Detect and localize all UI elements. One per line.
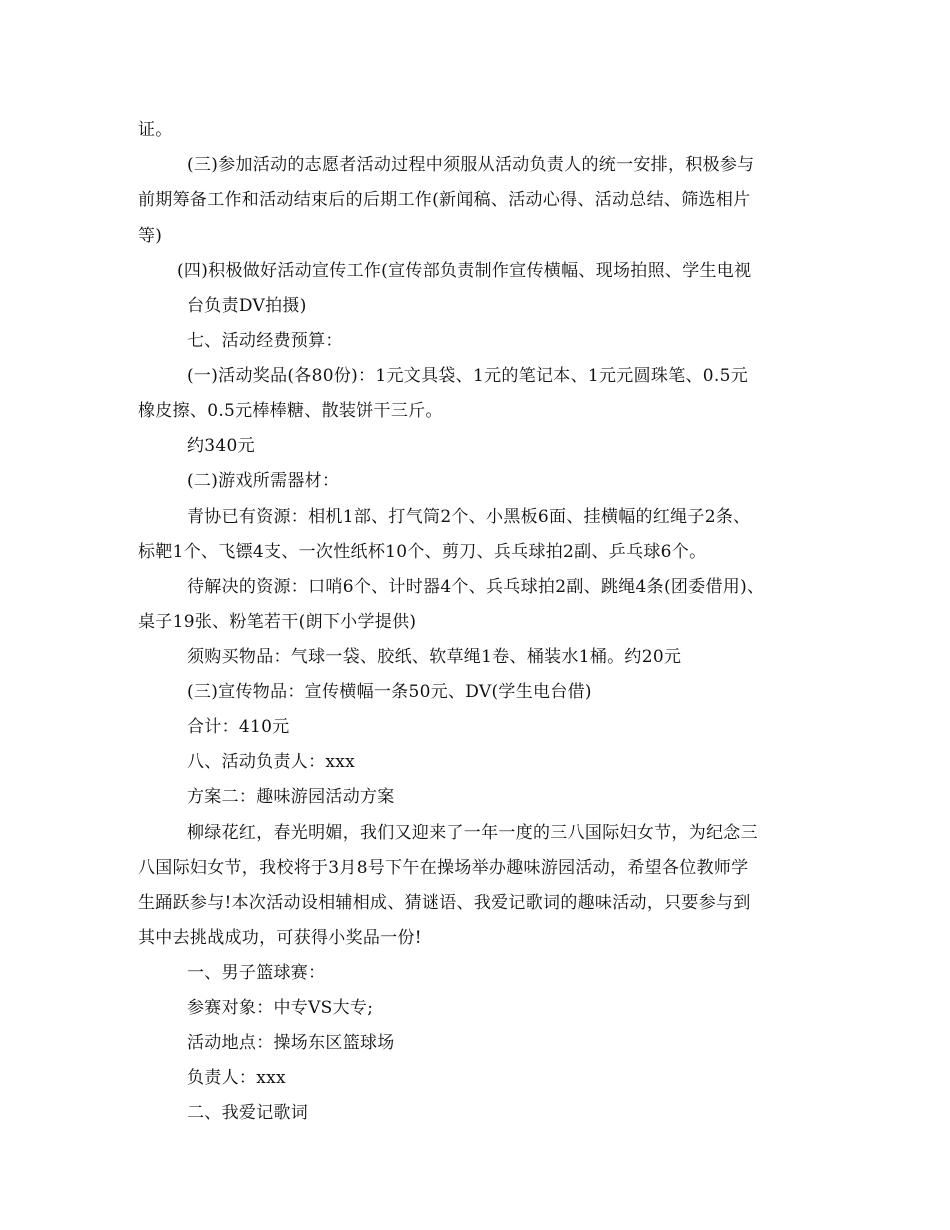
section-heading: 八、活动负责人：xxx bbox=[187, 752, 356, 772]
text-line: 其中去挑战成功，可获得小奖品一份! bbox=[138, 928, 422, 948]
text-line: 八国际妇女节，我校将于3月8号下午在操场举办趣味游园活动，希望各位教师学 bbox=[138, 858, 749, 878]
text-line: 标靶1个、飞镖4支、一次性纸杯10个、剪刀、兵乓球拍2副、乒乓球6个。 bbox=[138, 542, 707, 562]
text-line: 青协已有资源：相机1部、打气筒2个、小黑板6面、挂横幅的红绳子2条、 bbox=[187, 507, 751, 527]
text-line: (三)宣传物品：宣传横幅一条50元、DV(学生电台借) bbox=[187, 682, 592, 702]
text-line: 活动地点：操场东区篮球场 bbox=[187, 1033, 395, 1053]
text-line: 参赛对象：中专VS大专; bbox=[187, 998, 374, 1018]
section-heading: 一、男子篮球赛： bbox=[187, 963, 326, 983]
text-line: (四)积极做好活动宣传工作(宣传部负责制作宣传横幅、现场拍照、学生电视 bbox=[177, 261, 752, 281]
text-line: 前期筹备工作和活动结束后的后期工作(新闻稿、活动心得、活动总结、筛选相片 bbox=[138, 190, 751, 210]
text-line: 橡皮擦、0.5元棒棒糖、散装饼干三斤。 bbox=[138, 401, 443, 421]
text-line: 柳绿花红，春光明媚，我们又迎来了一年一度的三八国际妇女节，为纪念三 bbox=[187, 823, 758, 843]
text-line: (二)游戏所需器材： bbox=[187, 471, 340, 491]
section-heading: 七、活动经费预算： bbox=[187, 331, 343, 351]
text-line: 证。 bbox=[138, 120, 173, 140]
text-line: 待解决的资源：口哨6个、计时器4个、兵乓球拍2副、跳绳4条(团委借用)、 bbox=[187, 577, 765, 597]
text-line: (三)参加活动的志愿者活动过程中须服从活动负责人的统一安排，积极参与 bbox=[187, 155, 755, 175]
text-line: 负责人：xxx bbox=[187, 1068, 286, 1088]
section-heading: 方案二：趣味游园活动方案 bbox=[187, 787, 395, 807]
text-line: 生踊跃参与!本次活动设相辅相成、猜谜语、我爱记歌词的趣味活动，只要参与到 bbox=[138, 893, 751, 913]
text-line: 合计：410元 bbox=[187, 717, 290, 737]
text-line: 桌子19张、粉笔若干(朗下小学提供) bbox=[138, 612, 417, 632]
section-heading: 二、我爱记歌词 bbox=[187, 1103, 309, 1123]
text-line: 等) bbox=[138, 226, 163, 246]
text-line: 台负责DV拍摄) bbox=[187, 296, 307, 316]
text-line: 须购买物品：气球一袋、胶纸、软草绳1卷、桶装水1桶。约20元 bbox=[187, 647, 682, 667]
text-line: (一)活动奖品(各80份)：1元文具袋、1元的笔记本、1元元圆珠笔、0.5元 bbox=[187, 366, 749, 386]
text-line: 约340元 bbox=[187, 436, 255, 456]
